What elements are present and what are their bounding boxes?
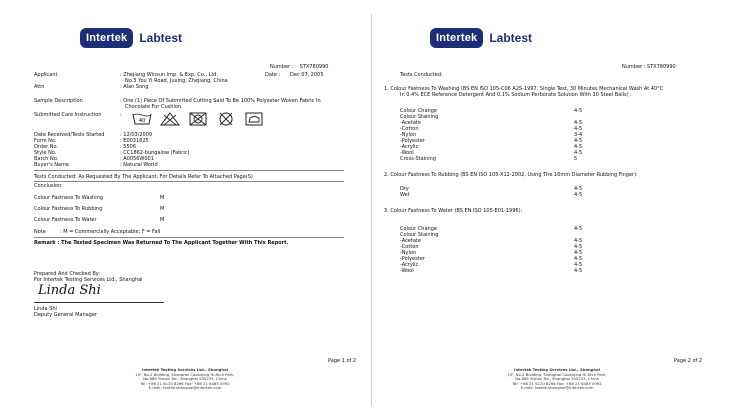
attn-value: : Alan Song bbox=[120, 84, 149, 90]
sample-label: Sample Description bbox=[34, 98, 83, 104]
detail-text: 5506 bbox=[123, 144, 137, 150]
footer-line: No.889 Yishan Rd., Shanghai 200233, China bbox=[515, 376, 599, 382]
row-value: 5 bbox=[574, 156, 578, 162]
footer-line: E-mail: textile.shanghai@intertek.com bbox=[520, 385, 594, 391]
row-label: Colour Staining bbox=[400, 114, 439, 120]
footer bbox=[482, 368, 632, 391]
remark: Remark : The Tested Specimen Was Returned To The Applicant Together With This Report. bbox=[34, 240, 289, 246]
tumble-dry-cross-icon bbox=[188, 112, 208, 126]
detail-label: Style No. bbox=[34, 150, 57, 156]
detail-text: CC1862-bungalow (Fabric) bbox=[123, 150, 190, 156]
row-label: -Acrylic bbox=[400, 262, 419, 268]
result-label: Colour Fastness To Washing bbox=[34, 195, 103, 201]
logo-labtest: Labtest bbox=[139, 31, 183, 45]
intertek-logo bbox=[430, 28, 532, 48]
row-label: -Wool bbox=[400, 150, 414, 156]
attn-label: Attn bbox=[34, 84, 45, 90]
details-values bbox=[120, 132, 189, 168]
row-value: 4-5 bbox=[574, 120, 583, 126]
footer-line: 1/F, No.2 Building, Shanghai Caohejing Hi-Tech Park, bbox=[135, 371, 235, 377]
row-label: -Acrylic bbox=[400, 144, 419, 150]
care-label: Submitted Care Instruction bbox=[34, 112, 102, 118]
page-number: Page 2 of 2 bbox=[674, 358, 703, 364]
section-1-heading-cont: In 0.4% ECE Reference Detergent And 0.1% Sodium Perborate Solution With 10 Steel Balls) : bbox=[400, 92, 632, 98]
report-number: STX780990 bbox=[299, 64, 329, 70]
date-label: Date : bbox=[265, 72, 281, 78]
row-value: 3-4 bbox=[574, 132, 583, 138]
row-value: 4-5 bbox=[574, 268, 583, 274]
footer-line: No.889 Yishan Rd., Shanghai 200233, China bbox=[143, 376, 227, 382]
applicant-line: No.3 You Yi Road, Juxing, Zhejiang, China bbox=[125, 78, 228, 84]
result-label: Colour Fastness To Rubbing bbox=[34, 206, 103, 212]
separator bbox=[34, 181, 344, 182]
result-value: M bbox=[160, 195, 165, 201]
page-number: Page 1 of 2 bbox=[328, 358, 357, 364]
footer bbox=[110, 368, 260, 391]
signature-line bbox=[34, 302, 164, 303]
row-value: 4-5 bbox=[574, 256, 583, 262]
row-label: -Acetate bbox=[400, 120, 421, 126]
dry-clean-cross-icon bbox=[216, 112, 236, 126]
applicant-line: Zhejiang Winsun Imp. & Exp. Co., Ltd. bbox=[123, 72, 219, 78]
applicant-label: Applicant bbox=[34, 72, 58, 78]
date-value: Dec 07, 2005 bbox=[290, 72, 324, 78]
section-1-values bbox=[574, 108, 582, 162]
detail-label: Date Received/Tests Started bbox=[34, 132, 105, 138]
separator bbox=[34, 170, 344, 171]
logo-labtest: Labtest bbox=[489, 31, 533, 45]
row-label: -Acetate bbox=[400, 238, 421, 244]
detail-label: Buyer's Name bbox=[34, 162, 70, 168]
detail-value: : Natural World bbox=[120, 162, 158, 168]
row-value: 4-5 bbox=[574, 108, 583, 114]
iron-icon bbox=[244, 112, 264, 126]
row-label: Colour Change bbox=[400, 108, 437, 114]
row-label: -Polyester bbox=[400, 138, 425, 144]
section-2-labels bbox=[400, 186, 410, 198]
row-value: 4-5 bbox=[574, 192, 583, 198]
detail-value: : 12/03/2009 bbox=[120, 132, 153, 138]
applicant-value: : Zhejiang Winsun Imp. & Exp. Co., Ltd. bbox=[120, 72, 219, 78]
result-value: M bbox=[160, 217, 165, 223]
detail-text: E0031825 bbox=[123, 138, 149, 144]
detail-text: 12/03/2009 bbox=[123, 132, 153, 138]
row-value: 4-5 bbox=[574, 138, 583, 144]
sample-line: Chocolate For Cushion. bbox=[125, 104, 183, 110]
row-value: 4-5 bbox=[574, 226, 583, 232]
number-label: Number : bbox=[622, 64, 646, 70]
care-symbols bbox=[132, 112, 264, 126]
row-label: -Cotton bbox=[400, 126, 419, 132]
report-number: STX780990 bbox=[646, 64, 676, 70]
sample-line: One (1) Piece Of Submitted Cutting Said To Be 100% Polyester Woven Fabric In bbox=[123, 98, 321, 104]
result-label: Colour Fastness To Water bbox=[34, 217, 97, 223]
details-labels bbox=[34, 132, 104, 168]
intertek-logo bbox=[80, 28, 182, 48]
row-value: 4-5 bbox=[574, 250, 583, 256]
row-label: -Polyester bbox=[400, 256, 425, 262]
signature: Linda Shi bbox=[38, 283, 101, 298]
row-value: 4-5 bbox=[574, 150, 583, 156]
section-2-heading: 2. Colour Fastness To Rubbing (BS EN ISO 105-X12-2002, Using The 16mm Diameter Rubbing Finger): bbox=[384, 172, 638, 178]
row-label: Dry bbox=[400, 186, 409, 192]
section-3-values bbox=[574, 226, 582, 274]
row-value: 4-5 bbox=[574, 262, 583, 268]
bleach-cross-icon bbox=[160, 112, 180, 126]
section-3-labels bbox=[400, 226, 438, 274]
note-text: : M = Commercially Acceptable; F = Fail bbox=[60, 229, 161, 235]
result-value: M bbox=[160, 206, 165, 212]
signer-title: Deputy General Manager bbox=[34, 312, 97, 318]
number-row bbox=[270, 64, 328, 70]
tests-conducted: Tests Conducted: bbox=[400, 72, 443, 78]
detail-label: Order No. bbox=[34, 144, 59, 150]
row-label: Colour Staining bbox=[400, 232, 439, 238]
detail-label: Batch No. bbox=[34, 156, 59, 162]
footer-line: 1/F, No.2 Building, Shanghai Caohejing Hi-Tech Park, bbox=[507, 371, 607, 377]
tests-requested: Tests Conducted: As Requested By The Applicant, For Details Refer To Attached Page(S) bbox=[34, 174, 253, 180]
conclusion-label: Conclusion: bbox=[34, 183, 63, 189]
detail-text: Natural World bbox=[123, 162, 158, 168]
row-label: -Wool bbox=[400, 268, 414, 274]
for-line: For Intertek Testing Services Ltd., Shanghai bbox=[34, 277, 143, 283]
footer-line: Tel: +86 21 6120 8266 Fax: +86 21 6485 0992 bbox=[512, 380, 602, 386]
attn-name: Alan Song bbox=[123, 84, 149, 90]
section-3-heading: 3. Colour Fastness To Water (BS EN ISO 105-E01-1996): bbox=[384, 208, 523, 214]
detail-value: : E0031825 bbox=[120, 138, 149, 144]
signer-name: Linda Shi bbox=[34, 306, 57, 312]
note-label: Note bbox=[34, 229, 46, 235]
row-value: 4-5 bbox=[574, 126, 583, 132]
row-label: -Cotton bbox=[400, 244, 419, 250]
row-value: 4-5 bbox=[574, 238, 583, 244]
logo-mark: Intertek bbox=[430, 28, 483, 48]
wash-40-icon bbox=[132, 112, 152, 126]
logo-mark: Intertek bbox=[80, 28, 133, 48]
number-row bbox=[622, 64, 676, 70]
section-1-labels bbox=[400, 108, 438, 162]
care-colon: : bbox=[120, 112, 122, 118]
detail-value: : A0056W001 bbox=[120, 156, 154, 162]
svg-text:40: 40 bbox=[138, 118, 146, 124]
row-value: 4-5 bbox=[574, 244, 583, 250]
footer-line: E-mail: textile.shanghai@intertek.com bbox=[148, 385, 222, 391]
detail-text: A0056W001 bbox=[123, 156, 154, 162]
footer-line: Intertek Testing Services Ltd., Shanghai bbox=[514, 367, 600, 372]
detail-label: Form No. bbox=[34, 138, 57, 144]
row-value: 4-5 bbox=[574, 144, 583, 150]
number-label: Number : bbox=[270, 64, 294, 70]
page-divider bbox=[371, 14, 372, 406]
section-1-heading: 1. Colour Fastness To Washing (BS EN ISO 105-C06 A2S-1997, Single Test, 30 Minutes Mechanical Wash At 40°C bbox=[384, 86, 664, 92]
footer-line: Tel: +86 21 6120 8266 Fax: +86 21 6485 0992 bbox=[140, 380, 230, 386]
section-2-values bbox=[574, 186, 582, 198]
report-page-2 bbox=[378, 0, 740, 416]
detail-value: : 5506 bbox=[120, 144, 137, 150]
detail-value: : CC1862-bungalow (Fabric) bbox=[120, 150, 190, 156]
sample-value: : One (1) Piece Of Submitted Cutting Said To Be 100% Polyester Woven Fabric In bbox=[120, 98, 321, 104]
row-label: -Nylon bbox=[400, 250, 417, 256]
prepared-by: Prepared And Checked By: bbox=[34, 271, 101, 277]
row-label: Colour Change bbox=[400, 226, 437, 232]
row-label: -Nylon bbox=[400, 132, 417, 138]
row-label: Wet bbox=[400, 192, 410, 198]
separator bbox=[34, 237, 344, 238]
footer-line: Intertek Testing Services Ltd., Shanghai bbox=[142, 367, 228, 372]
row-label: Cross-Staining bbox=[400, 156, 436, 162]
row-value: 4-5 bbox=[574, 186, 583, 192]
